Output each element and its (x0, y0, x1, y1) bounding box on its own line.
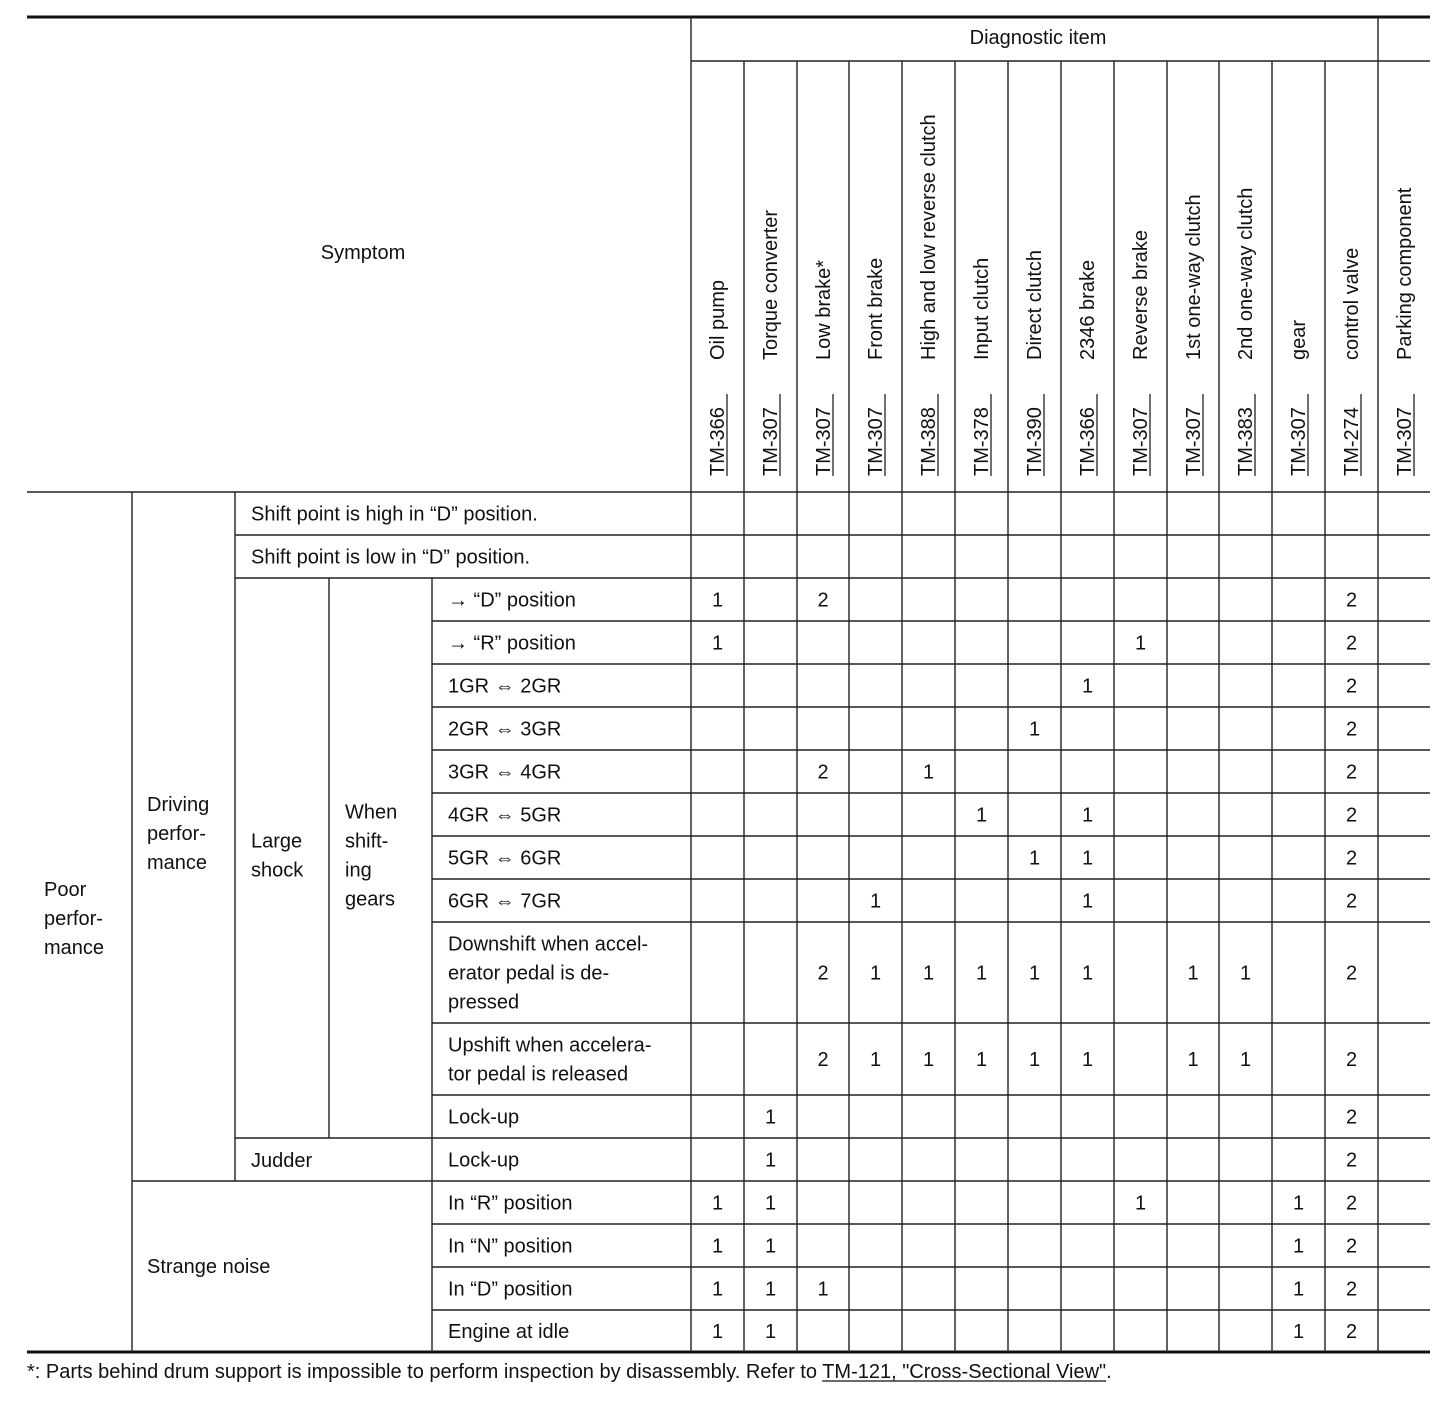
column-ref-link[interactable]: TM-307 (1288, 407, 1310, 476)
symptom-header: Symptom (320, 242, 406, 264)
cell-value: 1 (1028, 962, 1041, 985)
group-poor-performance: Poor perfor-mance (44, 879, 105, 959)
cell-value: 1 (711, 1235, 724, 1258)
footnote-text: *: Parts behind drum support is impossible to perform inspection by disassembly. Refer to (27, 1361, 823, 1383)
cell-value: 1 (975, 1049, 988, 1071)
cell-value: 1 (764, 1278, 777, 1301)
cell-value: 1 (1081, 847, 1094, 870)
column-label: High and low reverse clutch (918, 114, 940, 360)
row-label: Downshift when accel-erator pedal is de-pressed (448, 933, 649, 1014)
column-label: Front brake (865, 257, 887, 360)
cell-value: 2 (1345, 761, 1358, 784)
cell-value: 1 (1239, 962, 1252, 985)
cell-value: 2 (1345, 1106, 1358, 1129)
cell-value: 1 (1292, 1321, 1305, 1343)
cell-value: 2 (817, 962, 829, 985)
column-ref-link[interactable]: TM-274 (1341, 407, 1363, 476)
cell-value: 2 (1345, 1321, 1358, 1343)
cell-value: 1 (817, 1278, 829, 1301)
row-label: Engine at idle (448, 1321, 570, 1343)
column-label: Reverse brake (1130, 229, 1152, 360)
column-ref-link[interactable]: TM-307 (1394, 407, 1416, 476)
group-judder: Judder (251, 1150, 313, 1172)
cell-value: 1 (711, 1321, 724, 1343)
cell-value: 1 (711, 1278, 724, 1301)
column-ref-link[interactable]: TM-307 (813, 407, 835, 476)
cell-value: 1 (1081, 890, 1094, 913)
symptom-groups (44, 794, 397, 1278)
cell-value: 1 (922, 761, 935, 784)
cell-value: 1 (1292, 1192, 1305, 1215)
column-label: Direct clutch (1024, 249, 1046, 360)
cell-value: 2 (1345, 890, 1358, 913)
row-labels (251, 504, 651, 1344)
cell-value: 1 (1028, 1049, 1041, 1071)
cell-value: 1 (1134, 632, 1147, 655)
cell-value: 1 (922, 1049, 935, 1071)
cell-value: 1 (869, 962, 882, 985)
cell-value: 2 (1345, 718, 1358, 741)
cell-value: 2 (1345, 962, 1358, 985)
table-grid (27, 17, 1430, 1352)
cell-value: 2 (1345, 1235, 1358, 1258)
group-when-shifting-gears: When shift-ing gears (345, 801, 398, 911)
cell-value: 2 (1345, 847, 1358, 870)
row-label: 4GR ⇔ 5GR (448, 804, 562, 827)
cell-value: 1 (1187, 962, 1199, 985)
column-label: Oil pump (707, 279, 729, 360)
row-label: → “R” position (448, 632, 576, 655)
row-label: In “D” position (448, 1278, 573, 1301)
cell-value: 2 (1345, 1278, 1358, 1301)
column-ref-link[interactable]: TM-307 (865, 407, 887, 476)
cell-value: 1 (975, 962, 988, 985)
cell-value: 2 (1345, 675, 1358, 698)
row-label: → “D” position (448, 589, 576, 612)
table-header (321, 27, 1107, 264)
diagnostic-item-header: Diagnostic item (969, 27, 1107, 49)
footnote-end: . (1106, 1361, 1112, 1383)
cell-value: 1 (1028, 847, 1041, 870)
row-label: Shift point is high in “D” position. (251, 503, 538, 526)
svg-text:*: Parts behind drum support i (27, 1361, 1112, 1383)
column-label: Torque converter (760, 209, 782, 360)
column-ref-link[interactable]: TM-378 (971, 407, 993, 476)
column-label: 1st one-way clutch (1183, 194, 1205, 360)
group-driving-performance: Driving perfor-mance (147, 794, 210, 874)
cell-value: 2 (817, 1049, 829, 1071)
column-label: control valve (1341, 247, 1363, 360)
column-ref-link[interactable]: TM-388 (918, 407, 940, 476)
column-ref-link[interactable]: TM-390 (1024, 407, 1046, 476)
cell-value: 1 (764, 1106, 777, 1129)
cell-value: 2 (817, 761, 829, 784)
cell-value: 2 (1345, 1192, 1358, 1215)
row-label: Upshift when accelera-tor pedal is released (448, 1034, 652, 1086)
row-label: 2GR ⇔ 3GR (448, 718, 562, 741)
row-label: 1GR ⇔ 2GR (448, 675, 562, 698)
cell-value: 2 (817, 589, 829, 612)
cell-value: 2 (1345, 1149, 1358, 1172)
row-label: 6GR ⇔ 7GR (448, 890, 562, 913)
row-label: Shift point is low in “D” position. (251, 546, 531, 569)
column-ref-link[interactable]: TM-366 (707, 407, 729, 476)
cell-value: 2 (1345, 632, 1358, 655)
cell-value: 2 (1345, 804, 1358, 827)
cell-value: 1 (922, 962, 935, 985)
column-ref-link[interactable]: TM-307 (1183, 407, 1205, 476)
cell-value: 1 (1081, 804, 1094, 827)
column-ref-link[interactable]: TM-383 (1235, 407, 1257, 476)
cell-value: 1 (764, 1235, 777, 1258)
footnote-link[interactable]: TM-121, "Cross-Sectional View" (822, 1361, 1107, 1383)
row-label: In “N” position (448, 1235, 573, 1258)
cell-value: 1 (1187, 1049, 1199, 1071)
column-ref-link[interactable]: TM-307 (760, 407, 782, 476)
cell-value: 1 (764, 1192, 777, 1215)
column-label: 2nd one-way clutch (1235, 187, 1257, 360)
cell-value: 1 (1292, 1278, 1305, 1301)
cell-value: 2 (1345, 589, 1358, 612)
cell-value: 1 (711, 1192, 724, 1215)
column-label: Input clutch (971, 257, 993, 360)
cell-value: 1 (869, 890, 882, 913)
row-label: 5GR ⇔ 6GR (448, 847, 562, 870)
cell-value: 1 (869, 1049, 882, 1071)
group-large-shock: Large shock (251, 830, 304, 882)
row-label: 3GR ⇔ 4GR (448, 761, 562, 784)
cell-value: 1 (1081, 1049, 1094, 1071)
cell-value: 1 (764, 1149, 777, 1172)
column-ref-link[interactable]: TM-307 (1130, 407, 1152, 476)
cell-value: 1 (1081, 962, 1094, 985)
column-label: gear (1288, 319, 1310, 360)
cell-value: 1 (975, 804, 988, 827)
cell-value: 1 (1292, 1235, 1305, 1258)
column-label: Low brake* (813, 259, 835, 360)
cell-value: 1 (1081, 675, 1094, 698)
column-label: Parking component (1394, 187, 1416, 360)
row-label: Lock-up (448, 1149, 520, 1172)
row-label: Lock-up (448, 1106, 520, 1129)
column-ref-link[interactable]: TM-366 (1077, 407, 1099, 476)
cell-value: 1 (1028, 718, 1041, 741)
cell-value: 1 (1134, 1192, 1147, 1215)
cell-value: 1 (711, 632, 724, 655)
column-label: 2346 brake (1077, 259, 1099, 360)
group-strange-noise: Strange noise (147, 1256, 271, 1278)
cell-value: 1 (711, 589, 724, 612)
cell-value: 2 (1345, 1049, 1358, 1071)
footnote (27, 1361, 1112, 1383)
cell-value: 1 (1239, 1049, 1252, 1071)
value-cells (712, 590, 1357, 1344)
row-label: In “R” position (448, 1192, 573, 1215)
cell-value: 1 (764, 1321, 777, 1343)
